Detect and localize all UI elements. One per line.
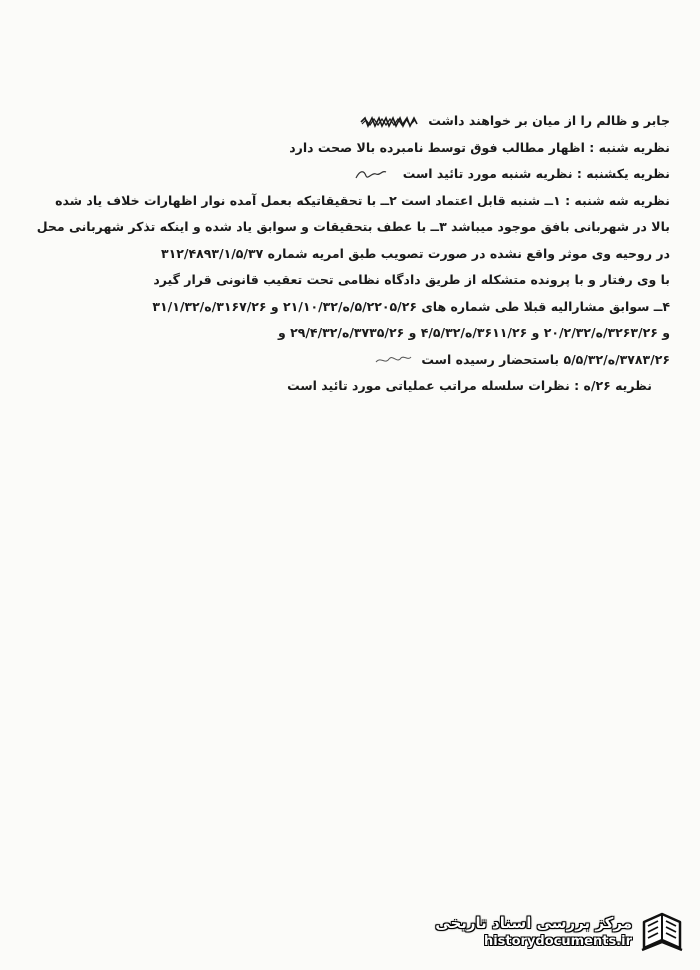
watermark-text — [435, 913, 632, 951]
doc-line-11-text: نظریه ۲۶/ه : نظرات سلسله مراتب عملیاتی مورد تائید است — [287, 378, 652, 393]
doc-line-10 — [30, 347, 670, 374]
doc-line-4 — [30, 188, 670, 215]
doc-line-2 — [30, 135, 670, 162]
doc-line-3-text: نظریه یکشنبه : نظریه شنبه مورد تائید است — [402, 166, 670, 181]
doc-line-8-text: ۴ــ سوابق مشارالیه قبلا طی شماره های ۵/۲۲۰۵/۲۶/ه/۲۱/۱۰/۳۲ و ۳۱۶۷/۲۶/ه/۳۱/۱/۳۲ — [152, 298, 670, 314]
doc-line-6 — [30, 241, 670, 268]
doc-line-2-text: نظریه شنبه : اظهار مطالب فوق توسط نامبرده بالا صحت دارد — [289, 139, 670, 155]
doc-line-5-text: بالا در شهربانی بافق موجود میباشد ۳ــ با عطف بتحقیقات و سوابق یاد شده و اینکه تذکر شهربانی محل — [36, 219, 670, 234]
doc-line-7-text: با وی رفتار و با پرونده متشکله از طریق دادگاه نظامی تحت تعقیب قانونی قرار گیرد — [153, 272, 670, 287]
handwritten-signature-icon — [373, 353, 413, 367]
handwritten-initial-icon — [354, 168, 394, 182]
doc-line-1 — [30, 108, 670, 135]
doc-line-10-text: ۳۷۸۳/۲۶/ه/۵/۵/۳۲ باستحضار رسیده است — [421, 351, 670, 367]
doc-line-6-text: در روحیه وی موثر واقع نشده در صورت تصویب طبق امریه شماره ۳۱۲/۴۸۹۳/۱/۵/۳۷ — [161, 245, 670, 261]
watermark-url: historydocuments.ir — [483, 934, 632, 949]
watermark-title: مرکز بررسی اسناد تاریخی — [435, 914, 632, 932]
doc-line-7 — [30, 267, 670, 294]
doc-line-4-text: نظریه شه شنبه : ۱ــ شنبه قابل اعتماد است ۲ــ با تحقیقاتیکه بعمل آمده نوار اظهارات خلاف یاد شده — [55, 192, 670, 208]
redaction-scribble-icon — [360, 116, 418, 128]
doc-line-9-text: و ۳۲۶۳/۲۶/ه/۲۰/۲/۳۲ و ۳۶۱۱/۲۶/ه/۴/۵/۳۲ و ۳۷۳۵/۲۶/ه/۲۹/۴/۳۲ و — [277, 325, 670, 340]
doc-line-5 — [30, 214, 670, 241]
document-body — [30, 108, 670, 400]
watermark-footer — [435, 908, 686, 956]
doc-line-1-text: جابر و ظالم را از میان بر خواهند داشت — [428, 113, 670, 128]
doc-line-8 — [30, 294, 670, 321]
doc-line-3 — [30, 161, 670, 188]
book-logo-icon — [638, 908, 686, 956]
doc-line-11 — [30, 373, 670, 400]
doc-line-9 — [30, 320, 670, 347]
